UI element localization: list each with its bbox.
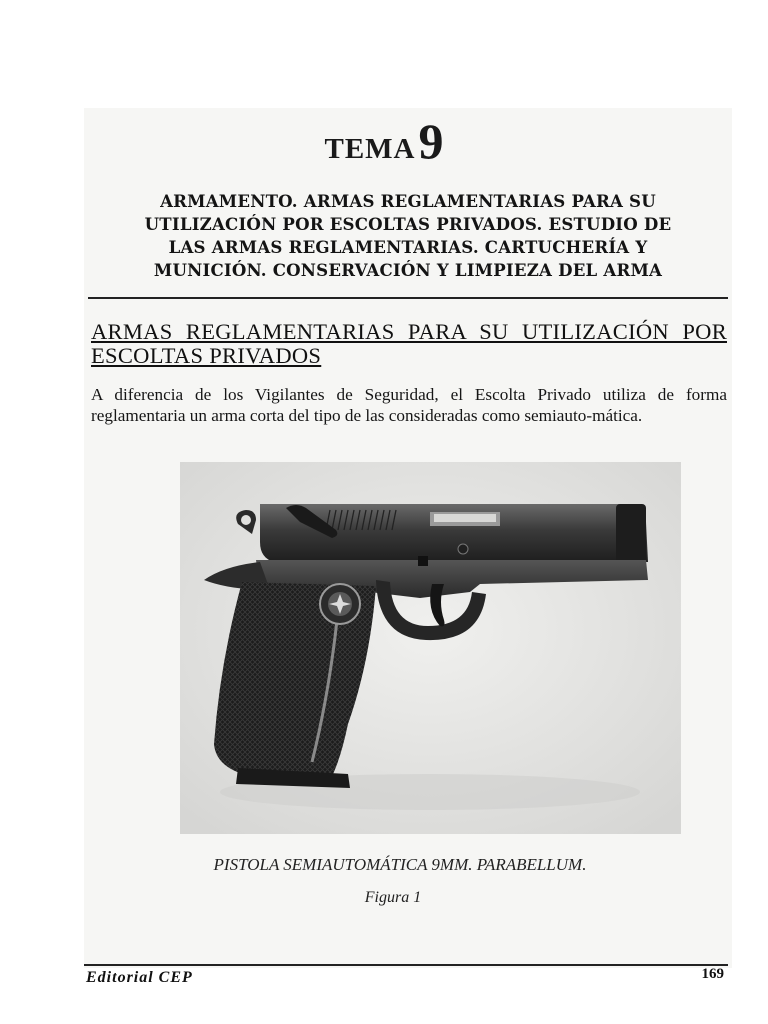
footer-divider <box>84 964 728 966</box>
subtitle-line: LAS ARMAS REGLAMENTARIAS. CARTUCHERÍA Y <box>168 237 648 257</box>
pistol-photo <box>180 462 681 834</box>
chapter-number: 9 <box>418 113 444 169</box>
figure-caption: PISTOLA SEMIAUTOMÁTICA 9MM. PARABELLUM. <box>213 855 587 874</box>
figure-label: Figura 1 <box>364 889 422 906</box>
body-paragraph: A diferencia de los Vigilantes de Seguridad, el Escolta Privado utiliza de forma reglamentaria un arma corta del tipo de las consideradas como semiauto-mática. <box>91 385 727 425</box>
header-divider <box>88 297 728 299</box>
subtitle-line: ARMAMENTO. ARMAS REGLAMENTARIAS PARA SU <box>160 191 656 211</box>
section-heading <box>91 320 727 368</box>
subtitle-line: MUNICIÓN. CONSERVACIÓN Y LIMPIEZA DEL ARMA <box>153 260 663 280</box>
section-heading-line: ESCOLTAS PRIVADOS <box>91 343 322 368</box>
pistol-illustration <box>180 462 681 834</box>
chapter-word: TEMA <box>324 133 416 165</box>
page-number: 169 <box>701 966 724 982</box>
subtitle-line: UTILIZACIÓN POR ESCOLTAS PRIVADOS. ESTUDIO DE <box>144 214 672 234</box>
chapter-title <box>0 112 768 170</box>
section-heading-line: ARMAS REGLAMENTARIAS PARA SU UTILIZACIÓN POR <box>91 319 727 344</box>
chapter-subtitle <box>100 190 716 282</box>
publisher-name: Editorial CEP <box>86 969 193 986</box>
